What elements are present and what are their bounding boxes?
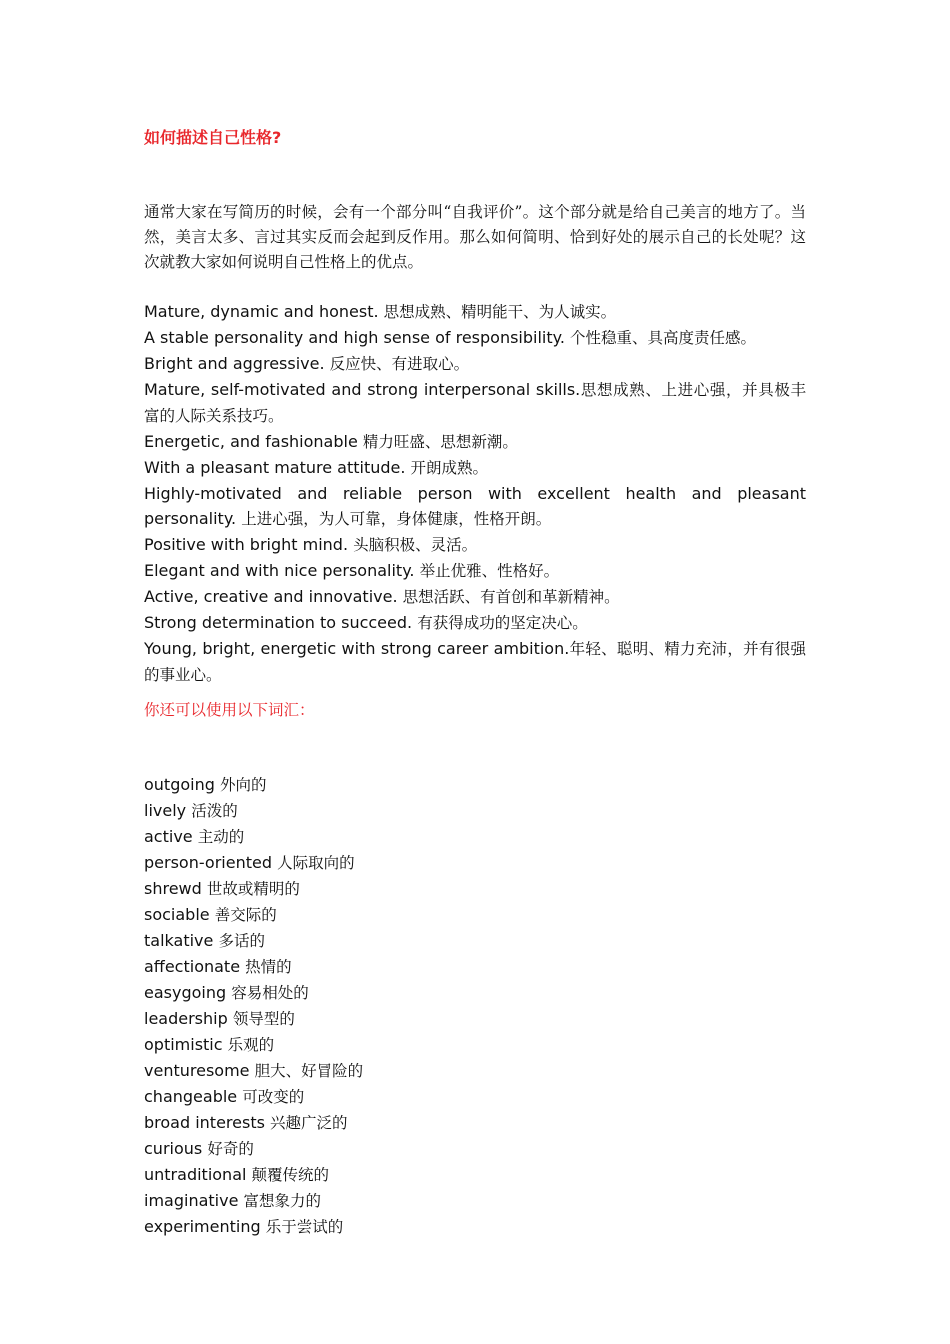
vocabulary-chinese: 多话的: [218, 932, 265, 950]
phrase-english: A stable personality and high sense of responsibility.: [144, 328, 565, 347]
phrase-english: Elegant and with nice personality.: [144, 561, 415, 580]
phrase-english: Energetic, and fashionable: [144, 432, 358, 451]
phrase-chinese: 开朗成熟。: [410, 459, 489, 477]
vocabulary-english: imaginative: [144, 1191, 239, 1210]
vocabulary-item: [144, 876, 806, 902]
phrase-item: [144, 610, 806, 636]
vocabulary-chinese: 颠覆传统的: [251, 1166, 330, 1184]
vocabulary-item: [144, 1188, 806, 1214]
phrase-item: [144, 429, 806, 455]
phrase-english: With a pleasant mature attitude.: [144, 458, 406, 477]
intro-paragraph: 通常大家在写简历的时候，会有一个部分叫“自我评价”。这个部分就是给自己美言的地方了。当然，美言太多、言过其实反而会起到反作用。那么如何简明、恰到好处的展示自己的长处呢？这次就教大家如何说明自己性格上的优点。: [144, 203, 806, 271]
vocabulary-chinese: 好奇的: [207, 1140, 254, 1158]
vocabulary-chinese: 富想象力的: [243, 1192, 322, 1210]
phrase-chinese: 上进心强，为人可靠，身体健康，性格开朗。: [241, 510, 552, 528]
vocabulary-chinese: 热情的: [245, 958, 292, 976]
document-title: 如何描述自己性格?: [144, 128, 282, 147]
vocabulary-chinese: 世故或精明的: [206, 880, 300, 898]
phrase-item: [144, 455, 806, 481]
phrase-english: Highly-motivated and reliable person with excellent health and pleasant personality.: [144, 484, 806, 528]
phrase-english: Positive with bright mind.: [144, 535, 349, 554]
phrase-item: [144, 584, 806, 610]
phrase-chinese: 举止优雅、性格好。: [419, 562, 560, 580]
vocabulary-item: [144, 954, 806, 980]
vocabulary-item: [144, 850, 806, 876]
vocabulary-english: person-oriented: [144, 853, 272, 872]
phrase-item: [144, 299, 806, 325]
vocabulary-item: [144, 1110, 806, 1136]
vocabulary-item: [144, 1032, 806, 1058]
phrase-item: [144, 325, 806, 351]
vocabulary-chinese: 胆大、好冒险的: [254, 1062, 364, 1080]
vocabulary-heading: 你还可以使用以下词汇：: [144, 701, 315, 719]
phrase-english: Mature, dynamic and honest.: [144, 302, 379, 321]
vocabulary-item: [144, 772, 806, 798]
vocabulary-english: talkative: [144, 931, 214, 950]
phrase-chinese: 思想活跃、有首创和革新精神。: [402, 588, 620, 606]
vocabulary-english: active: [144, 827, 193, 846]
vocabulary-english: affectionate: [144, 957, 241, 976]
vocabulary-english: experimenting: [144, 1217, 261, 1236]
vocabulary-chinese: 外向的: [219, 776, 267, 794]
phrase-item: [144, 636, 806, 688]
vocabulary-chinese: 善交际的: [214, 906, 277, 924]
vocabulary-english: venturesome: [144, 1061, 250, 1080]
vocabulary-chinese: 兴趣广泛的: [270, 1114, 348, 1132]
vocabulary-english: sociable: [144, 905, 210, 924]
vocabulary-english: untraditional: [144, 1165, 247, 1184]
phrase-english: Strong determination to succeed.: [144, 613, 413, 632]
phrase-english: Active, creative and innovative.: [144, 587, 398, 606]
vocabulary-item: [144, 824, 806, 850]
vocabulary-english: shrewd: [144, 879, 202, 898]
vocabulary-english: broad interests: [144, 1113, 265, 1132]
vocabulary-item: [144, 1136, 806, 1162]
phrase-item: [144, 481, 806, 532]
phrase-chinese: 思想成熟、上进心强，并具极丰富的人际关系技巧。: [144, 381, 806, 425]
phrase-chinese: 个性稳重、具高度责任感。: [570, 329, 757, 347]
vocabulary-chinese: 乐于尝试的: [265, 1218, 344, 1236]
vocabulary-item: [144, 1162, 806, 1188]
vocabulary-item: [144, 1058, 806, 1084]
vocabulary-chinese: 人际取向的: [277, 854, 355, 872]
vocabulary-english: changeable: [144, 1087, 238, 1106]
vocabulary-english: curious: [144, 1139, 203, 1158]
vocabulary-item: [144, 798, 806, 824]
vocabulary-chinese: 领导型的: [232, 1010, 295, 1028]
phrase-chinese: 头脑积极、灵活。: [353, 536, 478, 554]
phrase-list: [144, 299, 806, 688]
vocabulary-english: lively: [144, 801, 187, 820]
phrase-chinese: 精力旺盛、思想新潮。: [362, 433, 518, 451]
vocabulary-english: outgoing: [144, 775, 215, 794]
phrase-english: Bright and aggressive.: [144, 354, 325, 373]
vocabulary-item: [144, 902, 806, 928]
phrase-english: Young, bright, energetic with strong career ambition.: [144, 639, 570, 658]
vocabulary-chinese: 可改变的: [242, 1088, 305, 1106]
vocabulary-chinese: 容易相处的: [231, 984, 309, 1002]
phrase-item: [144, 532, 806, 558]
vocabulary-item: [144, 1006, 806, 1032]
phrase-chinese: 有获得成功的坚定决心。: [417, 614, 588, 632]
vocabulary-chinese: 乐观的: [227, 1036, 275, 1054]
vocabulary-english: easygoing: [144, 983, 227, 1002]
phrase-chinese: 思想成熟、精明能干、为人诚实。: [383, 303, 617, 321]
vocabulary-chinese: 活泼的: [191, 802, 238, 820]
phrase-item: [144, 377, 806, 429]
phrase-chinese: 反应快、有进取心。: [329, 355, 470, 373]
vocabulary-english: optimistic: [144, 1035, 223, 1054]
vocabulary-item: [144, 980, 806, 1006]
vocabulary-item: [144, 928, 806, 954]
vocabulary-chinese: 主动的: [197, 828, 245, 846]
phrase-item: [144, 351, 806, 377]
phrase-english: Mature, self-motivated and strong interpersonal skills.: [144, 380, 581, 399]
phrase-item: [144, 558, 806, 584]
vocabulary-list: [144, 772, 806, 1240]
vocabulary-item: [144, 1084, 806, 1110]
phrase-chinese: 年轻、聪明、精力充沛，并有很强的事业心。: [144, 640, 806, 684]
vocabulary-item: [144, 1214, 806, 1240]
vocabulary-english: leadership: [144, 1009, 228, 1028]
